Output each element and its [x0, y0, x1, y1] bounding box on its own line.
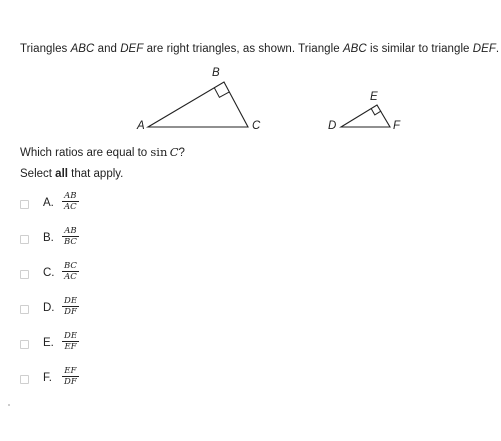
vertex-label-e: E — [370, 91, 378, 103]
option-c[interactable] — [20, 261, 220, 290]
option-a-numerator: AB — [64, 191, 77, 201]
stray-dot — [8, 404, 10, 406]
instruction-prefix: Select — [20, 168, 56, 180]
right-angle-marker-b — [214, 87, 229, 97]
option-d-denominator: DF — [64, 307, 77, 317]
option-e-letter: E. — [43, 337, 54, 349]
option-b-fraction — [62, 226, 79, 247]
question-prompt — [20, 145, 185, 159]
option-b[interactable] — [20, 226, 220, 255]
option-e[interactable] — [20, 331, 220, 360]
option-b-denominator: BC — [64, 237, 77, 247]
option-f-fraction — [62, 366, 79, 387]
option-f-checkbox[interactable] — [20, 375, 29, 384]
question-part2: and — [94, 43, 121, 55]
option-f-letter: F. — [43, 372, 52, 384]
option-c-checkbox[interactable] — [20, 270, 29, 279]
triangle-def-name: DEF — [120, 43, 144, 55]
instruction-suffix: that apply. — [67, 168, 124, 180]
prompt-suffix: ? — [178, 147, 185, 159]
option-d-fraction — [62, 296, 79, 317]
option-f-numerator: EF — [64, 366, 77, 376]
option-c-fraction — [62, 261, 79, 282]
option-c-denominator: AC — [64, 272, 77, 282]
option-a-denominator: AC — [64, 202, 77, 212]
triangle-abc-name: ABC — [70, 43, 95, 55]
option-a-checkbox[interactable] — [20, 200, 29, 209]
option-a-letter: A. — [43, 197, 54, 209]
question-part3: are right triangles, as shown. Triangle — [143, 43, 343, 55]
option-e-fraction — [62, 331, 79, 352]
question-part1: Triangles — [20, 43, 71, 55]
vertex-label-b: B — [212, 67, 220, 79]
question-part5: . — [495, 43, 500, 55]
option-c-numerator: BC — [64, 261, 77, 271]
prompt-var: C — [169, 145, 179, 159]
option-b-checkbox[interactable] — [20, 235, 29, 244]
triangle-def — [341, 105, 390, 127]
vertex-label-d: D — [328, 120, 337, 132]
option-d[interactable] — [20, 296, 220, 325]
option-f-denominator: DF — [64, 377, 77, 387]
prompt-func: sin — [150, 145, 168, 159]
option-a-fraction — [62, 191, 79, 212]
option-e-numerator: DE — [64, 331, 78, 341]
option-e-denominator: EF — [64, 342, 77, 352]
vertex-label-f: F — [393, 120, 401, 132]
vertex-label-a: A — [137, 120, 145, 132]
prompt-prefix: Which ratios are equal to — [20, 147, 151, 159]
triangle-abc-name-2: ABC — [342, 43, 367, 55]
instruction-text — [20, 168, 123, 180]
instruction-bold: all — [55, 168, 68, 180]
option-d-letter: D. — [43, 302, 55, 314]
option-a[interactable] — [20, 191, 220, 220]
triangle-def-name-2: DEF — [472, 43, 496, 55]
prompt-math — [150, 145, 178, 159]
option-b-letter: B. — [43, 232, 54, 244]
option-f[interactable] — [20, 366, 220, 395]
vertex-label-c: C — [252, 120, 261, 132]
question-part4: is similar to triangle — [366, 43, 473, 55]
triangle-abc — [148, 82, 248, 127]
option-c-letter: C. — [43, 267, 55, 279]
option-d-checkbox[interactable] — [20, 305, 29, 314]
option-e-checkbox[interactable] — [20, 340, 29, 349]
option-b-numerator: AB — [64, 226, 77, 236]
option-d-numerator: DE — [64, 296, 78, 306]
